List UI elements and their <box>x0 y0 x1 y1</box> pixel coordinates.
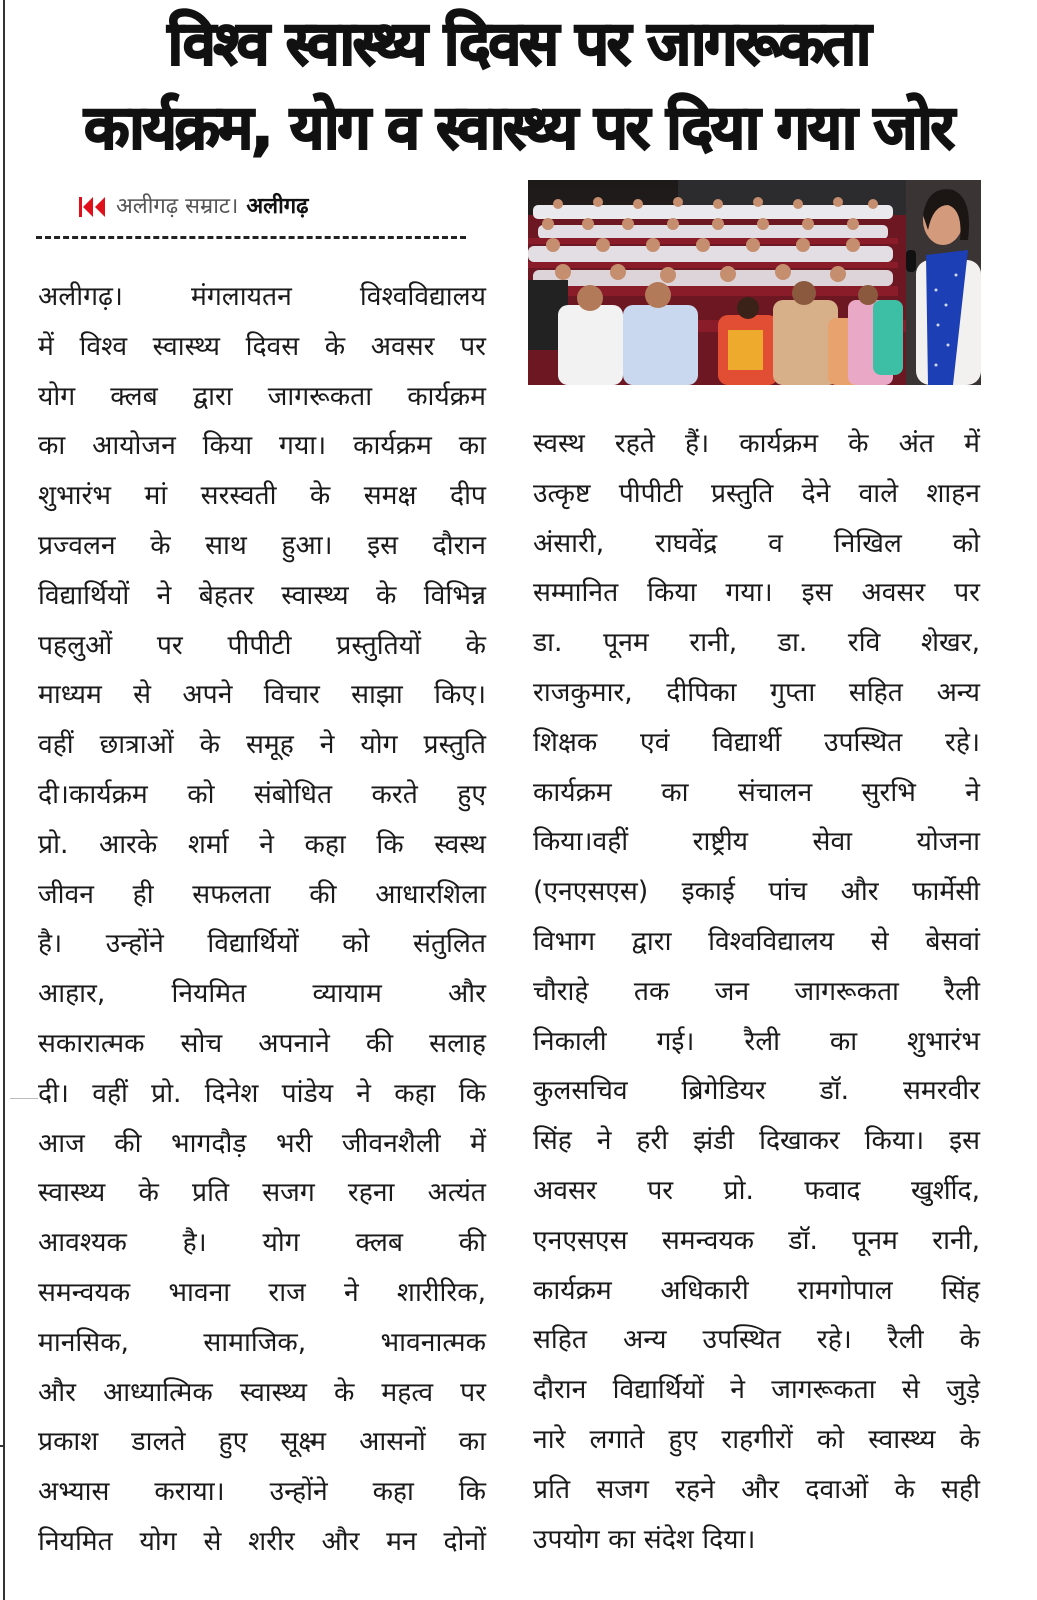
text-line: स्वास्थ्य के प्रति सजग रहना अत्यंत <box>38 1177 486 1209</box>
text-line: विद्यार्थियों ने बेहतर स्वास्थ्य के विभिन्न <box>38 579 486 611</box>
text-line: प्रति सजग रहने और दवाओं के सही <box>533 1473 980 1505</box>
text-line: का आयोजन किया गया। कार्यक्रम का <box>38 430 486 462</box>
text-line: शुभारंभ मां सरस्वती के समक्ष दीप <box>38 480 486 512</box>
text-line: दी। वहीं प्रो. दिनेश पांडेय ने कहा कि <box>38 1077 486 1109</box>
text-line: में विश्व स्वास्थ्य दिवस के अवसर पर <box>38 330 486 362</box>
text-line: आहार, नियमित व्यायाम और <box>38 978 486 1010</box>
text-line: आवश्यक है। योग क्लब की <box>38 1227 486 1259</box>
text-line: उत्कृष्ट पीपीटी प्रस्तुति देने वाले शाहन <box>533 477 980 509</box>
text-line: सम्मानित किया गया। इस अवसर पर <box>533 577 980 609</box>
text-line: चौराहे तक जन जागरूकता रैली <box>533 975 980 1007</box>
article-headline <box>40 2 997 170</box>
text-line: प्रो. आरके शर्मा ने कहा कि स्वस्थ <box>38 828 486 860</box>
double-left-arrow-icon <box>78 196 108 218</box>
text-line: समन्वयक भावना राज ने शारीरिक, <box>38 1276 486 1308</box>
headline-line-2: कार्यक्रम, योग व स्वास्थ्य पर दिया गया जोर <box>84 93 953 163</box>
text-line: अभ्यास कराया। उन्होंने कहा कि <box>38 1476 486 1508</box>
text-line: शिक्षक एवं विद्यार्थी उपस्थित रहे। <box>533 726 980 758</box>
text-line: दी।कार्यक्रम को संबोधित करते हुए <box>38 778 486 810</box>
text-line: नारे लगाते हुए राहगीरों को स्वास्थ्य के <box>533 1423 980 1455</box>
text-line: राजकुमार, दीपिका गुप्ता सहित अन्य <box>533 676 980 708</box>
text-line: मानसिक, सामाजिक, भावनात्मक <box>38 1326 486 1358</box>
text-line: अलीगढ़। मंगलायतन विश्वविद्यालय <box>38 281 486 312</box>
text-line: सहित अन्य उपस्थित रहे। रैली के <box>533 1324 980 1356</box>
byline-source: अलीगढ़ सम्राट। <box>116 194 239 219</box>
text-line: कार्यक्रम का संचालन सुरभि ने <box>533 776 980 808</box>
text-line: सिंह ने हरी झंडी दिखाकर किया। इस <box>533 1125 980 1157</box>
text-line: कार्यक्रम अधिकारी रामगोपाल सिंह <box>533 1274 980 1306</box>
text-line: जीवन ही सफलता की आधारशिला <box>38 878 486 910</box>
event-photo <box>528 180 981 385</box>
byline-place: अलीगढ़ <box>246 194 309 219</box>
text-line: प्रज्वलन के साथ हुआ। इस दौरान <box>38 529 486 561</box>
text-line: आज की भागदौड़ भरी जीवनशैली में <box>38 1127 486 1159</box>
text-line: (एनएसएस) इकाई पांच और फार्मेसी <box>533 876 980 908</box>
text-line: प्रकाश डालते हुए सूक्ष्म आसनों का <box>38 1426 486 1458</box>
text-line: नियमित योग से शरीर और मन दोनों <box>38 1525 486 1557</box>
text-line: पहलुओं पर पीपीटी प्रस्तुतियों के <box>38 629 486 661</box>
text-line: अंसारी, राघवेंद्र व निखिल को <box>533 527 980 559</box>
text-line: माध्यम से अपने विचार साझा किए। <box>38 679 486 711</box>
text-line: सकारात्मक सोच अपनाने की सलाह <box>38 1027 486 1059</box>
text-line: स्वस्थ रहते हैं। कार्यक्रम के अंत में <box>533 428 980 459</box>
text-line: वहीं छात्राओं के समूह ने योग प्रस्तुति <box>38 729 486 761</box>
headline-line-1: विश्व स्वास्थ्य दिवस पर जागरूकता <box>167 9 870 79</box>
text-line: निकाली गई। रैली का शुभारंभ <box>533 1025 980 1057</box>
text-line: एनएसएस समन्वयक डॉ. पूनम रानी, <box>533 1224 980 1256</box>
article-column-left <box>38 272 486 1567</box>
text-line: कुलसचिव ब्रिगेडियर डॉ. समरवीर <box>533 1075 980 1107</box>
faint-divider <box>10 1098 38 1099</box>
column-border-rule <box>3 0 5 1600</box>
text-line: है। उन्होंने विद्यार्थियों को संतुलित <box>38 928 486 960</box>
dashed-divider <box>36 236 466 239</box>
text-line: योग क्लब द्वारा जागरूकता कार्यक्रम <box>38 380 486 412</box>
text-line: और आध्यात्मिक स्वास्थ्य के महत्व पर <box>38 1376 486 1408</box>
text-line: विभाग द्वारा विश्वविद्यालय से बेसवां <box>533 925 980 957</box>
text-line: डा. पूनम रानी, डा. रवि शेखर, <box>533 627 980 659</box>
text-line: किया।वहीं राष्ट्रीय सेवा योजना <box>533 826 980 858</box>
text-line: उपयोग का संदेश दिया। <box>533 1523 756 1555</box>
byline <box>78 190 309 224</box>
auditorium-photo-illustration <box>528 180 981 385</box>
article-column-right <box>533 419 980 1564</box>
border-tick-mark <box>0 1445 5 1447</box>
text-line: अवसर पर प्रो. फवाद खुर्शीद, <box>533 1174 980 1206</box>
text-line: दौरान विद्यार्थियों ने जागरूकता से जुड़े <box>533 1374 980 1406</box>
